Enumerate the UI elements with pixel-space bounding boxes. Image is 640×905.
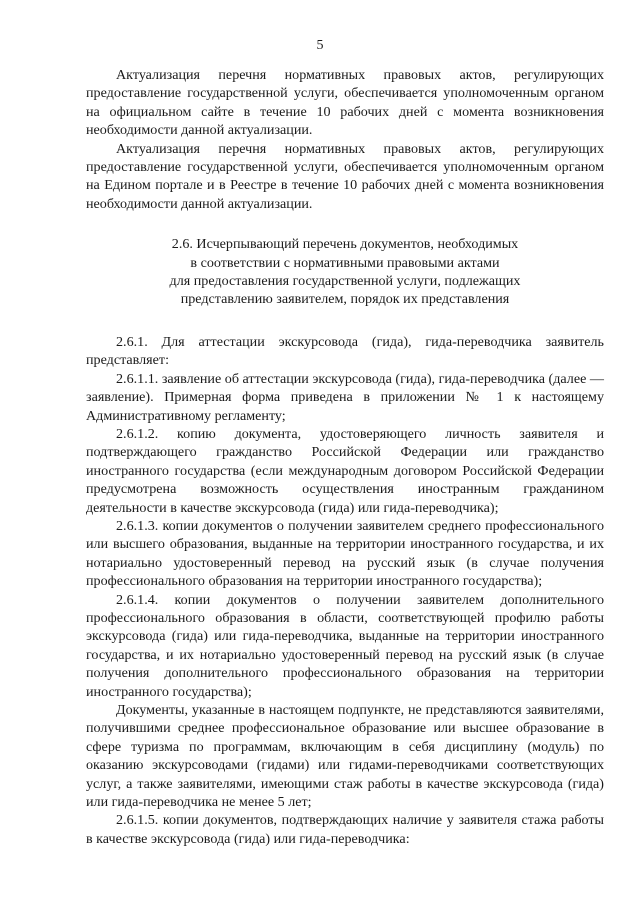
paragraph-actualization-site: Актуализация перечня нормативных правовых актов, регулирующих предоставление государственной услуги, обеспечивается уполномоченным органом на официальном сайте в течение 10 рабочих дней с момента возникновения необходимости данной актуализации. — [86, 67, 604, 139]
paragraph-documents-note: Документы, указанные в настоящем подпункте, не представляются заявителями, получившими среднее профессиональное образование или высшее образование в сфере туризма по программам, включающим в себя дисциплину (модуль) по оказанию экскурсоводами (гидами) или гидами-переводчиками соответствующих услуг, а также заявителями, имеющими стаж работы в качестве экскурсовода (гида) или гида-переводчика не менее 5 лет; — [86, 702, 604, 811]
paragraph-2-6-1-5: 2.6.1.5. копии документов, подтверждающих наличие у заявителя стажа работы в качестве экскурсовода (гида) или гида-переводчика: — [86, 812, 604, 847]
document-body — [86, 66, 604, 848]
paragraph-actualization-portal: Актуализация перечня нормативных правовых актов, регулирующих предоставление государственной услуги, обеспечивается уполномоченным органом на Едином портале и в Реестре в течение 10 рабочих дней с момента возникновения необходимости данной актуализации. — [86, 140, 604, 212]
heading-line: представлению заявителем, порядок их представления — [180, 291, 510, 308]
heading-line: в соответствии с нормативными правовыми актами — [190, 254, 500, 271]
paragraph-2-6-1-3: 2.6.1.3. копии документов о получении заявителем среднего профессионального или высшего образования, выданные на территории иностранного государства, и их нотариально удостоверенный перевод на русский язык (в случае получения профессионального образования на территории иностранного государства); — [86, 517, 604, 590]
heading-line: для предоставления государственной услуги, подлежащих — [169, 273, 521, 290]
paragraph-2-6-1-1: 2.6.1.1. заявление об аттестации экскурсовода (гида), гида-переводчика (далее — заявление). Примерная форма приведена в приложении № 1 к настоящему Административному регламенту; — [86, 370, 604, 424]
section-heading-2-6 — [86, 235, 604, 309]
paragraph-2-6-1-4: 2.6.1.4. копии документов о получении заявителем дополнительного профессионального образования в области, соответствующей профилю работы экскурсовода (гида) или гида-переводчика, выданные на территории иностранного государства, и их нотариально удостоверенный перевод на русский язык (в случае получения дополнительного профессионального образования на территории иностранного государства); — [86, 591, 604, 700]
paragraph-2-6-1: 2.6.1. Для аттестации экскурсовода (гида), гида-переводчика заявитель представляет: — [86, 333, 604, 369]
paragraph-2-6-1-2: 2.6.1.2. копию документа, удостоверяющего личность заявителя и подтверждающего гражданство Российской Федерации или гражданство иностранного государства (если международным договором Российской Федерации предусмотрена возможность осуществления иностранным гражданином деятельности в качестве экскурсовода (гида) или гида-переводчика); — [86, 425, 604, 516]
heading-line: 2.6. Исчерпывающий перечень документов, необходимых — [171, 236, 519, 253]
page-number: 5 — [316, 38, 324, 53]
